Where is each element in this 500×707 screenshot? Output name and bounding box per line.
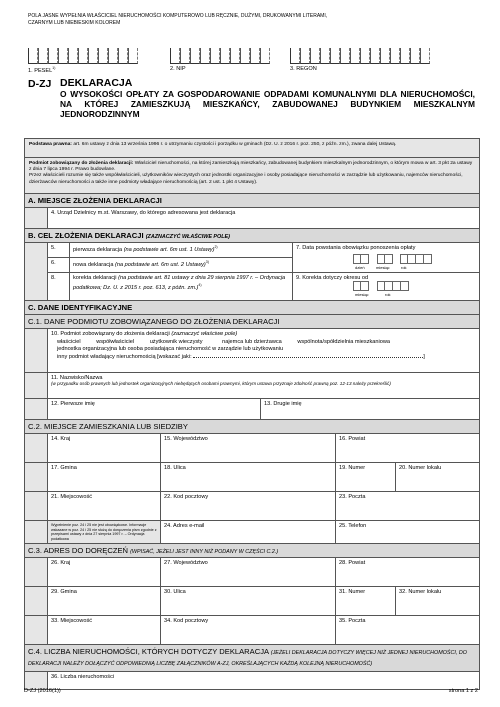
form-body: Podstawa prawna: art. 6m ustawy z dnia 13 września 1996 r. o utrzymaniu czystości i porządku w gminach (Dz. U. z 2016 r. poz. 250, z późn. zm.), zwana dalej Ustawą. Podmiot zobowiązany do złożenia deklaracji: Właściciel nieruchomości, na której zamieszkują mieszkańcy, zabudowanej budynkiem mieszkalnym jednorodzinnym, o którym mowa w art. 3 pkt 2a ustawy z dnia 7 lipca 1994 r. Prawo budowlane. Przez właścicieli rozumie się także współwłaścicieli, użytkowników wieczystych oraz jednostki organizacyjne i osoby posiadające nieruchomości w zarządzie lub użytkowaniu, najemców nieruchomości, dzierżawców nieruchomości a także inne podmioty władające nieruchomością (art. 2 ust. 1 pkt 4 Ustawy). A. MIEJSCE ZŁOŻENIA DEKLARACJI 4. Urząd Dzielnicy m.st. Warszawy, do którego adresowana jest deklaracja B. CEL ZŁOŻENIA DEKLARACJI (ZAZNACZYĆ WŁAŚCIWE POLE) 5. pierwsza deklaracja (na podstawie art. 6m ust. 1 Ustawy)$^{2)}$ 6. nowa deklaracja (na podstawie art. 6m ust. 2 Ustawy)$^{3)}$ 8. korekta deklaracji (na podstawie art. 81 ustawy z dnia 29 sierpnia 1997 r. – Ordynacja podatkowa; Dz. U. z 2015 r. poz. 613, z późn. zm.)$^{4)}$ 7. Data powstania obowiązku ponoszenia opłaty dzień miesiąc rok 9. Korekta dotyczy okresu od miesiąc rok C. DANE IDENTYFIKACYJNE C.1. DANE PODMIOTU ZOBOWIĄZANEGO DO ZŁOŻENIA DEKLARACJI 10. Podmiot zobowiązany do złożenia deklaracji (zaznaczyć właściwe pole) właściciel współwłaściciel użytkownik wieczysty najemca lub dzierżawca wspólnota/spółdzielnia mieszkaniowa jednostka organizacyjna lub osoba posiadająca nieruchomość w zarządzie lub użytkowaniu inny podmiot władający nieruchomością [wskazać jaki: ] 11. Nazwisko/Nazwa (w przypadku osób prawnych lub jednostek organizacyjnych niebędących osobami prawnymi, którym ustawa przyznaje zdolność prawną poz. 12-13 należy przekreślić) 12. Pierwsze imię 13. Drugie imię C.2. MIEJSCE ZAMIESZKANIA LUB SIEDZIBY 14. Kraj 15. Województwo 16. Powiat 17. Gmina 18. Ulica 19. Numer 20. Numer lokalu 21. Miejscowość 22. Kod pocztowy 23. Poczta Wypełnienie poz. 24 i 25 nie jest obowiązkowe. Informacje wskazane w poz. 24 i 25 nie służą do doręczenia pism zgodnie z przepisami ustawy z dnia 27 sierpnia 1997 r. – Ordynacja podatkowa 24. Adres e-mail 25. Telefon C.3. ADRES DO DORĘCZEŃ (WPISAĆ, JEŻELI JEST INNY NIŻ PODANY W CZĘŚCI C.2.) 26. Kraj 27. Województwo 28. Powiat 29. Gmina 30. Ulica 31. Numer 32. Numer lokalu 33. Miejscowość 34. Kod pocztowy 35. Poczta C.4. LICZBA NIERUCHOMOŚCI, KTÓRYCH DOTYCZY DEKLARACJA (JEŻELI DEKLARACJA DOTYCZY WIĘCEJ NIŻ JEDNEJ NIERUCHOMOŚCI, DO DEKLARACJI NALEŻY DOŁĄCZYĆ ODPOWIEDNIĄ LICZBĘ ZAŁĄCZNIKÓW A-ZJ, OKREŚLAJĄCYCH KAŻDĄ KOLEJNĄ NIERUCHOMOŚĆ) 36. Liczba nieruchomości xyxy=(24,138,480,690)
voivodeship-field[interactable]: 15. Województwo xyxy=(160,434,335,462)
section-c-title: C. DANE IDENTYFIKACYJNE xyxy=(24,301,480,315)
delivery-municipality-field[interactable]: 29. Gmina xyxy=(47,587,160,615)
section-b-title: B. CEL ZŁOŻENIA DEKLARACJI (ZAZNACZYĆ WŁAŚCIWE POLE) xyxy=(24,229,480,243)
nip-input[interactable] xyxy=(170,48,270,64)
delivery-country-field[interactable]: 26. Kraj xyxy=(47,558,160,586)
house-number-field[interactable]: 19. Numer xyxy=(335,463,395,491)
office-field[interactable]: 4. Urząd Dzielnicy m.st. Warszawy, do którego adresowana jest deklaracja xyxy=(47,208,479,228)
apartment-number-field[interactable]: 20. Numer lokalu xyxy=(395,463,479,491)
form-code: D-ZJ xyxy=(28,78,52,90)
municipality-field[interactable]: 17. Gmina xyxy=(47,463,160,491)
pesel-input[interactable] xyxy=(28,48,138,64)
regon-input[interactable] xyxy=(290,48,430,64)
option-first-declaration[interactable]: pierwsza deklaracja (na podstawie art. 6m ust. 1 Ustawy)$^{2)}$ xyxy=(69,243,292,257)
delivery-postal-code-field[interactable]: 34. Kod pocztowy xyxy=(160,616,335,644)
page-number: strona 1 z 2 xyxy=(448,688,478,694)
delivery-apartment-field[interactable]: 32. Numer lokalu xyxy=(395,587,479,615)
section-c3-title: C.3. ADRES DO DORĘCZEŃ (WPISAĆ, JEŻELI JEST INNY NIŻ PODANY W CZĘŚCI C.2.) xyxy=(24,544,480,558)
option-new-declaration[interactable]: nowa deklaracja (na podstawie art. 6m ust. 2 Ustawy)$^{3)}$ xyxy=(69,258,292,272)
option-correction[interactable]: korekta deklaracji (na podstawie art. 81 ustawy z dnia 29 sierpnia 1997 r. – Ordynacja podatkowa; Dz. U. z 2015 r. poz. 613, z późn. zm.)$^{4)}$ xyxy=(69,273,292,300)
property-count-field[interactable]: 36. Liczba nieruchomości xyxy=(47,672,479,689)
regon-label: 3. REGON xyxy=(290,66,317,72)
nip-label: 2. NIP xyxy=(170,66,186,72)
declaration-subtitle: O WYSOKOŚCI OPŁATY ZA GOSPODAROWANIE ODPADAMI KOMUNALNYMI DLA NIERUCHOMOŚCI, NA KTÓREJ ZAMIESZKUJĄ MIESZKAŃCY, ZABUDOWANEJ BUDYNKIEM MIESZKALNYM JEDNORODZINNYM xyxy=(60,89,475,119)
email-field[interactable]: 24. Adres e-mail xyxy=(160,521,335,543)
page-title xyxy=(60,78,475,119)
declaration-title: DEKLARACJA xyxy=(60,77,133,89)
obligation-date-field[interactable]: 7. Data powstania obowiązku ponoszenia opłaty dzień miesiąc rok xyxy=(293,243,479,273)
city-field[interactable]: 21. Miejscowość xyxy=(47,492,160,520)
delivery-voivodeship-field[interactable]: 27. Województwo xyxy=(160,558,335,586)
first-name-field[interactable]: 12. Pierwsze imię xyxy=(47,399,260,419)
pesel-label: 1. PESEL$^{1)}$ xyxy=(28,66,56,74)
legal-basis: Podstawa prawna: art. 6m ustawy z dnia 13 września 1996 r. o utrzymaniu czystości i porządku w gminach (Dz. U. z 2016 r. poz. 250, z późn. zm.), zwana dalej Ustawą. xyxy=(24,138,480,158)
obliged-subject-info: Podmiot zobowiązany do złożenia deklaracji: Właściciel nieruchomości, na której zamieszkują mieszkańcy, zabudowanej budynkiem mieszkalnym jednorodzinnym, o którym mowa w art. 3 pkt 2a ustawy z dnia 7 lipca 1994 r. Prawo budowlane. Przez właścicieli rozumie się także współwłaścicieli, użytkowników wieczystych oraz jednostki organizacyjne i osoby posiadające nieruchomości w zarządzie lub użytkowaniu, najemców nieruchomości, dzierżawców nieruchomości a także inne podmioty władające nieruchomością (art. 2 ust. 1 pkt 4 Ustawy). xyxy=(24,158,480,194)
street-field[interactable]: 18. Ulica xyxy=(160,463,335,491)
fill-instruction: POLA JASNE WYPEŁNIA WŁAŚCICIEL NIERUCHOMOŚCI KOMPUTEROWO LUB RĘCZNIE, DUŻYMI, DRUKOWANYMI LITERAMI, CZARNYM LUB NIEBIESKIM KOLOREM xyxy=(28,13,328,26)
county-field[interactable]: 16. Powiat xyxy=(335,434,479,462)
section-a-title: A. MIEJSCE ZŁOŻENIA DEKLARACJI xyxy=(24,194,480,208)
correction-period-field[interactable]: 9. Korekta dotyczy okresu od miesiąc rok xyxy=(293,273,479,300)
contact-note: Wypełnienie poz. 24 i 25 nie jest obowiązkowe. Informacje wskazane w poz. 24 i 25 nie służą do doręczenia pism zgodnie z przepisami ustawy z dnia 27 sierpnia 1997 r. – Ordynacja podatkowa xyxy=(47,521,160,543)
postal-code-field[interactable]: 22. Kod pocztowy xyxy=(160,492,335,520)
section-c4-title: C.4. LICZBA NIERUCHOMOŚCI, KTÓRYCH DOTYCZY DEKLARACJA (JEŻELI DEKLARACJA DOTYCZY WIĘCEJ NIŻ JEDNEJ NIERUCHOMOŚCI, DO DEKLARACJI NALEŻY DOŁĄCZYĆ ODPOWIEDNIĄ LICZBĘ ZAŁĄCZNIKÓW A-ZJ, OKREŚLAJĄCYCH KAŻDĄ KOLEJNĄ NIERUCHOMOŚĆ) xyxy=(24,645,480,672)
country-field[interactable]: 14. Kraj xyxy=(47,434,160,462)
name-field[interactable]: 11. Nazwisko/Nazwa (w przypadku osób prawnych lub jednostek organizacyjnych niebędących osobami prawnymi, którym ustawa przyznaje zdolność prawną poz. 12-13 należy przekreślić) xyxy=(47,373,479,398)
form-version: D-ZJ (2016(1)) xyxy=(24,688,61,694)
delivery-post-office-field[interactable]: 35. Poczta xyxy=(335,616,479,644)
delivery-county-field[interactable]: 28. Powiat xyxy=(335,558,479,586)
second-name-field[interactable]: 13. Drugie imię xyxy=(260,399,479,419)
section-c1-title: C.1. DANE PODMIOTU ZOBOWIĄZANEGO DO ZŁOŻENIA DEKLARACJI xyxy=(24,315,480,329)
delivery-house-number-field[interactable]: 31. Numer xyxy=(335,587,395,615)
delivery-street-field[interactable]: 30. Ulica xyxy=(160,587,335,615)
post-office-field[interactable]: 23. Poczta xyxy=(335,492,479,520)
delivery-city-field[interactable]: 33. Miejscowość xyxy=(47,616,160,644)
section-c2-title: C.2. MIEJSCE ZAMIESZKANIA LUB SIEDZIBY xyxy=(24,420,480,434)
phone-field[interactable]: 25. Telefon xyxy=(335,521,479,543)
subject-type-field[interactable]: 10. Podmiot zobowiązany do złożenia deklaracji (zaznaczyć właściwe pole) właściciel współwłaściciel użytkownik wieczysty najemca lub dzierżawca wspólnota/spółdzielnia mieszkaniowa jednostka organizacyjna lub osoba posiadająca nieruchomość w zarządzie lub użytkowaniu inny podmiot władający nieruchomością [wskazać jaki: ] xyxy=(47,329,479,372)
